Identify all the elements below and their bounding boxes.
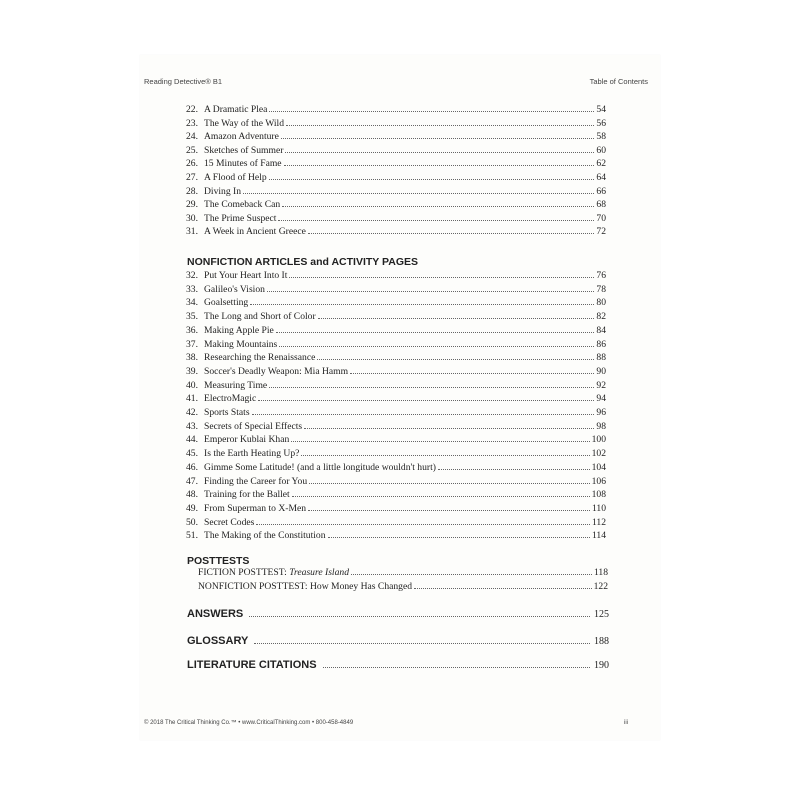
toc-entry[interactable] <box>178 503 606 515</box>
dot-leader <box>279 346 594 347</box>
dot-leader <box>308 510 590 511</box>
answers-label: ANSWERS <box>187 608 244 620</box>
entry-page: 118 <box>593 567 608 578</box>
dot-leader <box>285 152 594 153</box>
entry-title <box>198 581 412 592</box>
entry-number: 22. <box>186 104 198 115</box>
entry-title: Amazon Adventure <box>204 131 279 143</box>
entry-page: 98 <box>596 420 606 432</box>
entry-title: Secrets of Special Effects <box>204 420 303 432</box>
toc-entry[interactable] <box>178 325 606 337</box>
entry-page: 104 <box>591 461 606 473</box>
dot-leader <box>351 574 592 575</box>
toc-entry[interactable] <box>178 270 606 282</box>
entry-page: 108 <box>591 489 606 501</box>
entry-number: 47. <box>186 475 198 487</box>
page-number: iii <box>624 720 628 726</box>
entry-title: Emperor Kublai Khan <box>204 434 290 446</box>
entry-page: 56 <box>596 117 606 129</box>
toc-entry[interactable] <box>178 118 606 130</box>
entry-number: 45. <box>186 448 198 460</box>
citations-page: 190 <box>594 660 609 671</box>
entry-title: ElectroMagic <box>204 393 257 405</box>
entry-number: 24. <box>186 131 198 143</box>
entry-title: Diving In <box>204 185 242 197</box>
toc-entry[interactable] <box>198 581 608 593</box>
entry-number: 41. <box>186 393 198 405</box>
entry-page: 70 <box>596 212 606 224</box>
entry-number: 25. <box>186 144 198 156</box>
entry-number: 36. <box>186 324 198 336</box>
entry-number: 49. <box>186 502 198 514</box>
toc-entry[interactable] <box>178 213 606 225</box>
entry-title: From Superman to X-Men <box>204 502 307 514</box>
dot-leader <box>301 455 589 456</box>
toc-entry[interactable] <box>178 172 606 184</box>
entry-page: 90 <box>596 365 606 377</box>
entry-page: 94 <box>596 393 606 405</box>
dot-leader <box>281 138 595 139</box>
toc-entry[interactable] <box>178 145 606 157</box>
toc-entry-glossary[interactable] <box>187 635 609 647</box>
toc-entry[interactable] <box>178 421 606 433</box>
entry-title <box>198 567 349 578</box>
entry-title: Put Your Heart Into It <box>204 270 288 281</box>
entry-number: 37. <box>186 338 198 350</box>
entry-title: The Comeback Can <box>204 199 281 211</box>
entry-title: A Week in Ancient Greece <box>204 226 306 238</box>
entry-page: 114 <box>591 530 606 542</box>
entry-title: Making Apple Pie <box>204 324 274 336</box>
entry-page: 72 <box>596 226 606 238</box>
dot-leader <box>284 165 595 166</box>
entry-title: The Prime Suspect <box>204 212 277 224</box>
entry-number: 43. <box>186 420 198 432</box>
entry-page: 66 <box>596 185 606 197</box>
entry-page: 68 <box>596 199 606 211</box>
entry-title: The Long and Short of Color <box>204 311 316 323</box>
dot-leader <box>278 220 594 221</box>
toc-entry[interactable] <box>178 448 606 460</box>
dot-leader <box>291 441 589 442</box>
dot-leader <box>309 483 589 484</box>
book-page <box>140 55 660 740</box>
entry-number: 48. <box>186 489 198 501</box>
nonfiction-heading: NONFICTION ARTICLES and ACTIVITY PAGES <box>187 256 419 268</box>
answers-page: 125 <box>594 609 609 620</box>
toc-entry[interactable] <box>178 489 606 501</box>
toc-entry[interactable] <box>178 366 606 378</box>
entry-number: 23. <box>186 117 198 129</box>
dot-leader <box>282 206 594 207</box>
dot-leader <box>438 469 590 470</box>
entry-page: 122 <box>593 580 608 592</box>
entry-title: 15 Minutes of Fame <box>204 158 282 170</box>
dot-leader <box>254 643 590 644</box>
toc-entry[interactable] <box>178 517 606 529</box>
entry-number: 30. <box>186 212 198 224</box>
toc-entry[interactable] <box>178 226 606 238</box>
toc-entry[interactable] <box>178 434 606 446</box>
entry-title: Making Mountains <box>204 338 278 350</box>
entry-title: Measuring Time <box>204 379 268 391</box>
dot-leader <box>258 400 594 401</box>
toc-entry[interactable] <box>178 284 606 296</box>
toc-entry[interactable] <box>178 462 606 474</box>
entry-number: 28. <box>186 185 198 197</box>
entry-number: 32. <box>186 270 198 281</box>
entry-title: Finding the Career for You <box>204 475 308 487</box>
entry-page: 76 <box>596 270 606 281</box>
toc-entry[interactable] <box>178 186 606 198</box>
toc-entry[interactable] <box>178 199 606 211</box>
dot-leader <box>414 588 592 589</box>
entry-title-prefix: FICTION POSTTEST: <box>198 567 290 578</box>
dot-leader <box>289 277 594 278</box>
entry-title: Is the Earth Heating Up? <box>204 448 300 460</box>
entry-title: Goalsetting <box>204 297 249 309</box>
entry-title: The Way of the Wild <box>204 117 285 129</box>
toc-entry[interactable] <box>178 158 606 170</box>
entry-number: 40. <box>186 379 198 391</box>
entry-number: 34. <box>186 297 198 309</box>
entry-page: 78 <box>596 283 606 295</box>
entry-number: 50. <box>186 516 198 528</box>
entry-page: 102 <box>591 448 606 460</box>
entry-number: 35. <box>186 311 198 323</box>
entry-number: 31. <box>186 226 198 238</box>
entry-title: Gimme Some Latitude! (and a little longitude wouldn't hurt) <box>204 461 436 473</box>
entry-number: 26. <box>186 158 198 170</box>
entry-page: 54 <box>596 104 606 115</box>
toc-entry[interactable] <box>178 131 606 143</box>
dot-leader <box>304 428 594 429</box>
toc-entry-citations[interactable] <box>187 659 609 671</box>
toc-entry[interactable] <box>178 339 606 351</box>
entry-number: 27. <box>186 172 198 183</box>
entry-page: 64 <box>596 172 606 183</box>
entry-title: Soccer's Deadly Weapon: Mia Hamm <box>204 365 349 377</box>
entry-page: 58 <box>596 131 606 143</box>
toc-entry[interactable] <box>178 407 606 419</box>
entry-page: 110 <box>591 502 606 514</box>
entry-title: Training for the Ballet <box>204 489 290 501</box>
entry-page: 100 <box>591 434 606 446</box>
entry-number: 33. <box>186 283 198 295</box>
toc-entry[interactable] <box>178 476 606 488</box>
posttests-heading: POSTTESTS <box>187 555 250 567</box>
entry-title: A Dramatic Plea <box>204 104 268 115</box>
dot-leader <box>243 193 594 194</box>
dot-leader <box>249 616 590 617</box>
entry-page: 60 <box>596 144 606 156</box>
entry-number: 39. <box>186 365 198 377</box>
entry-page: 80 <box>596 297 606 309</box>
toc-entry[interactable] <box>178 530 606 542</box>
entry-title: Secret Codes <box>204 516 255 528</box>
entry-page: 62 <box>596 158 606 170</box>
dot-leader <box>292 496 590 497</box>
entry-title-italic: Treasure Island <box>289 567 349 578</box>
toc-entry[interactable] <box>178 380 606 392</box>
dot-leader <box>256 524 590 525</box>
dot-leader <box>323 667 590 668</box>
entry-number: 51. <box>186 530 198 542</box>
dot-leader <box>350 373 594 374</box>
entry-page: 86 <box>596 338 606 350</box>
dot-leader <box>269 111 594 112</box>
toc-entry[interactable] <box>178 297 606 309</box>
entry-number: 38. <box>186 352 198 364</box>
toc-entry[interactable] <box>178 393 606 405</box>
entry-number: 29. <box>186 199 198 211</box>
citations-label: LITERATURE CITATIONS <box>187 659 317 671</box>
copyright-footer: © 2018 The Critical Thinking Co.™ • www.CriticalThinking.com • 800-458-4849 <box>144 720 354 726</box>
entry-title: Galileo's Vision <box>204 283 265 295</box>
dot-leader <box>286 125 594 126</box>
entry-number: 42. <box>186 407 198 418</box>
entry-page: 84 <box>596 324 606 336</box>
entry-title: A Flood of Help <box>204 172 267 183</box>
glossary-page: 188 <box>594 636 609 647</box>
entry-number: 46. <box>186 461 198 473</box>
dot-leader <box>276 332 595 333</box>
entry-title: Researching the Renaissance <box>204 352 316 364</box>
dot-leader <box>328 537 590 538</box>
dot-leader <box>269 387 594 388</box>
toc-entry[interactable] <box>178 352 606 364</box>
glossary-label: GLOSSARY <box>187 635 249 647</box>
entry-title: The Making of the Constitution <box>204 530 326 542</box>
running-header-title: Reading Detective® B1 <box>144 77 223 86</box>
toc-entry-answers[interactable] <box>187 608 609 620</box>
dot-leader <box>317 359 594 360</box>
dot-leader <box>252 414 595 415</box>
dot-leader <box>308 233 595 234</box>
toc-entry[interactable] <box>178 104 606 116</box>
entry-page: 88 <box>596 352 606 364</box>
dot-leader <box>250 304 594 305</box>
running-header-section: Table of Contents <box>589 77 648 86</box>
entry-number: 44. <box>186 434 198 446</box>
entry-page: 112 <box>591 516 606 528</box>
entry-page: 106 <box>591 475 606 487</box>
entry-title: Sports Stats <box>204 407 250 418</box>
dot-leader <box>267 291 594 292</box>
toc-entry[interactable] <box>198 567 608 579</box>
entry-title: Sketches of Summer <box>204 144 284 156</box>
entry-page: 92 <box>596 379 606 391</box>
entry-page: 96 <box>596 407 606 418</box>
entry-page: 82 <box>596 311 606 323</box>
entry-title-prefix: NONFICTION POSTTEST: How Money Has Changed <box>198 580 413 592</box>
dot-leader <box>318 318 595 319</box>
dot-leader <box>269 179 595 180</box>
toc-entry[interactable] <box>178 311 606 323</box>
